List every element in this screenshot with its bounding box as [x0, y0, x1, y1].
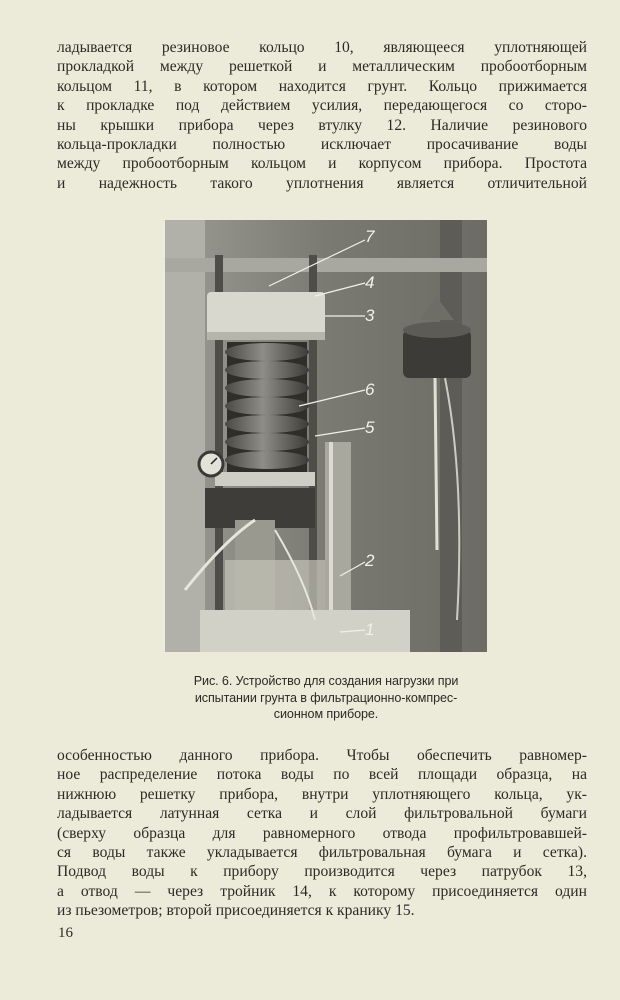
- text-line: а отвод — через тройник 14, к которому присоединяется один: [57, 882, 587, 900]
- caption-line: испытании грунта в фильтрационно-компрес-: [194, 690, 458, 705]
- apparatus-photo: [165, 220, 487, 652]
- text-line: ся воды также укладывается фильтровальная бумага и сетка).: [57, 844, 587, 862]
- callout-2: 2: [365, 551, 375, 570]
- caption-line: Рис. 6. Устройство для создания нагрузки при: [193, 674, 459, 688]
- figure-caption: [150, 673, 502, 723]
- callout-7: 7: [365, 227, 375, 246]
- text-line: Подвод воды к прибору производится через патрубок 13,: [57, 863, 587, 881]
- caption-line: сионном приборе.: [273, 707, 379, 721]
- apparatus-photo-drawing: [165, 220, 487, 652]
- text-line: ладывается резиновое кольцо 10, являющееся уплотняющей: [57, 39, 587, 56]
- text-line: кольца-прокладки полностью исключает просачивание воды: [57, 136, 587, 154]
- top-paragraph: [57, 38, 587, 193]
- callout-4: 4: [365, 273, 375, 292]
- text-line: прокладкой между решеткой и металлическим пробоотборным: [57, 58, 587, 76]
- text-line: и надежность такого уплотнения является отличительной: [57, 174, 587, 192]
- text-line: между пробоотборным кольцом и корпусом прибора. Простота: [57, 155, 587, 173]
- text-line: кольцом 11, в котором находится грунт. Кольцо прижимается: [57, 77, 587, 95]
- text-line: к прокладке под действием усилия, передающегося со сторо-: [57, 97, 587, 115]
- callout-3: 3: [365, 306, 375, 325]
- callout-6: 6: [365, 380, 375, 399]
- text-line: ладывается латунная сетка и слой фильтровальной бумаги: [57, 805, 587, 823]
- callout-1: 1: [365, 620, 375, 639]
- text-line: ное распределение потока воды по всей площади образца, на: [57, 766, 587, 784]
- text-line: нижнюю решетку прибора, внутри уплотняющего кольца, ук-: [57, 785, 587, 803]
- text-line: (сверху образца для равномерного отвода профильтровавшей-: [57, 824, 587, 842]
- text-line: особенностью данного прибора. Чтобы обеспечить равномер-: [57, 747, 587, 764]
- bottom-paragraph: [57, 746, 587, 921]
- text-line: из пьезометров; второй присоединяется к кранику 15.: [57, 902, 415, 920]
- page-number: 16: [58, 925, 73, 941]
- callout-5: 5: [365, 418, 375, 437]
- text-line: ны крышки прибора через втулку 12. Наличие резинового: [57, 116, 587, 134]
